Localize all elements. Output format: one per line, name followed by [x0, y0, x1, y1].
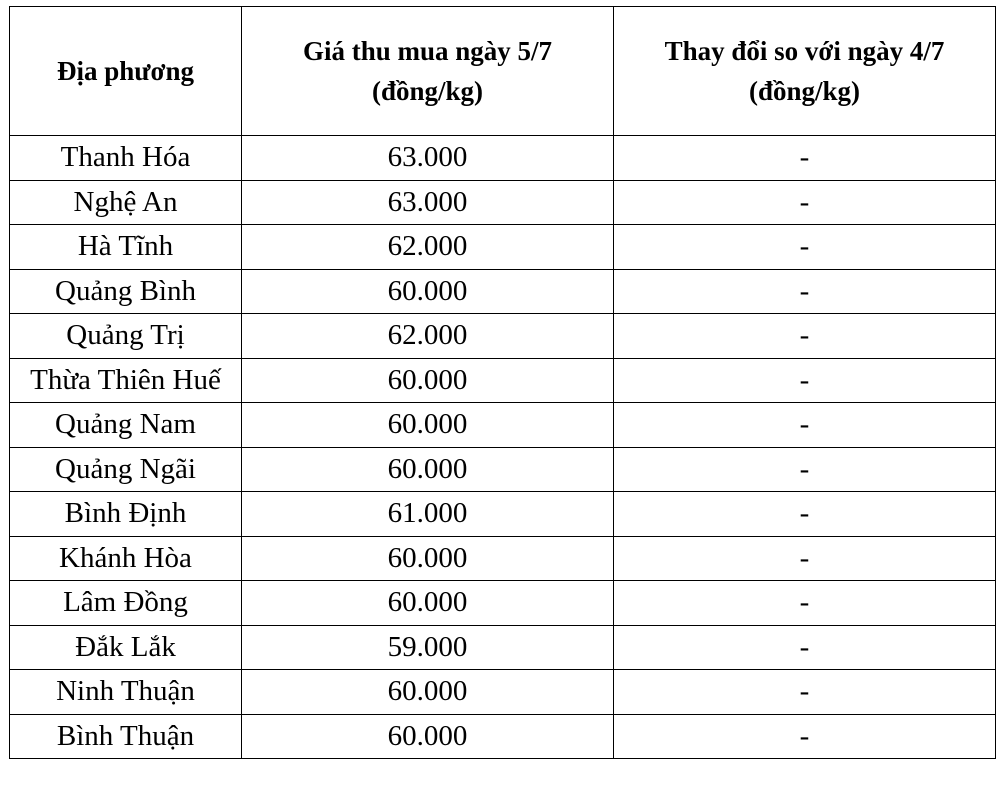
cell-price: 60.000 — [242, 581, 614, 626]
cell-price: 62.000 — [242, 225, 614, 270]
cell-price: 63.000 — [242, 180, 614, 225]
cell-change: - — [614, 447, 996, 492]
cell-price: 62.000 — [242, 314, 614, 359]
header-price — [242, 7, 614, 136]
cell-change: - — [614, 403, 996, 448]
table-row — [10, 225, 996, 270]
table-row — [10, 269, 996, 314]
cell-region: Thanh Hóa — [10, 136, 242, 181]
cell-change: - — [614, 314, 996, 359]
cell-change: - — [614, 180, 996, 225]
cell-price: 60.000 — [242, 403, 614, 448]
table-row — [10, 492, 996, 537]
price-table — [9, 6, 996, 759]
cell-region: Quảng Trị — [10, 314, 242, 359]
header-change-unit: (đồng/kg) — [748, 76, 861, 106]
cell-price: 60.000 — [242, 670, 614, 715]
cell-change: - — [614, 225, 996, 270]
table-row — [10, 136, 996, 181]
cell-change: - — [614, 136, 996, 181]
header-region — [10, 7, 242, 136]
cell-price: 60.000 — [242, 269, 614, 314]
cell-change: - — [614, 670, 996, 715]
cell-change: - — [614, 536, 996, 581]
header-price-unit: (đồng/kg) — [371, 76, 484, 106]
table-header — [10, 7, 996, 136]
cell-price: 60.000 — [242, 714, 614, 759]
table-row — [10, 358, 996, 403]
header-change-label: Thay đổi so với ngày 4/7 — [664, 36, 945, 66]
table-row — [10, 670, 996, 715]
cell-region: Quảng Ngãi — [10, 447, 242, 492]
cell-change: - — [614, 625, 996, 670]
header-row — [10, 7, 996, 136]
cell-price: 59.000 — [242, 625, 614, 670]
table-row — [10, 314, 996, 359]
cell-region: Ninh Thuận — [10, 670, 242, 715]
cell-price: 60.000 — [242, 447, 614, 492]
cell-region: Quảng Nam — [10, 403, 242, 448]
cell-region: Bình Định — [10, 492, 242, 537]
table-row — [10, 714, 996, 759]
table-row — [10, 403, 996, 448]
cell-change: - — [614, 492, 996, 537]
cell-change: - — [614, 358, 996, 403]
cell-region: Bình Thuận — [10, 714, 242, 759]
table-row — [10, 536, 996, 581]
table-row — [10, 625, 996, 670]
table-row — [10, 447, 996, 492]
cell-region: Quảng Bình — [10, 269, 242, 314]
cell-change: - — [614, 269, 996, 314]
cell-region: Lâm Đồng — [10, 581, 242, 626]
table-row — [10, 581, 996, 626]
cell-change: - — [614, 581, 996, 626]
table-row — [10, 180, 996, 225]
cell-price: 63.000 — [242, 136, 614, 181]
cell-change: - — [614, 714, 996, 759]
cell-region: Hà Tĩnh — [10, 225, 242, 270]
header-price-label: Giá thu mua ngày 5/7 — [302, 36, 553, 66]
header-region-label: Địa phương — [57, 56, 194, 86]
cell-region: Đắk Lắk — [10, 625, 242, 670]
cell-region: Thừa Thiên Huế — [10, 358, 242, 403]
cell-price: 60.000 — [242, 358, 614, 403]
cell-price: 61.000 — [242, 492, 614, 537]
cell-price: 60.000 — [242, 536, 614, 581]
cell-region: Khánh Hòa — [10, 536, 242, 581]
cell-region: Nghệ An — [10, 180, 242, 225]
table-body — [10, 136, 996, 759]
header-change — [614, 7, 996, 136]
